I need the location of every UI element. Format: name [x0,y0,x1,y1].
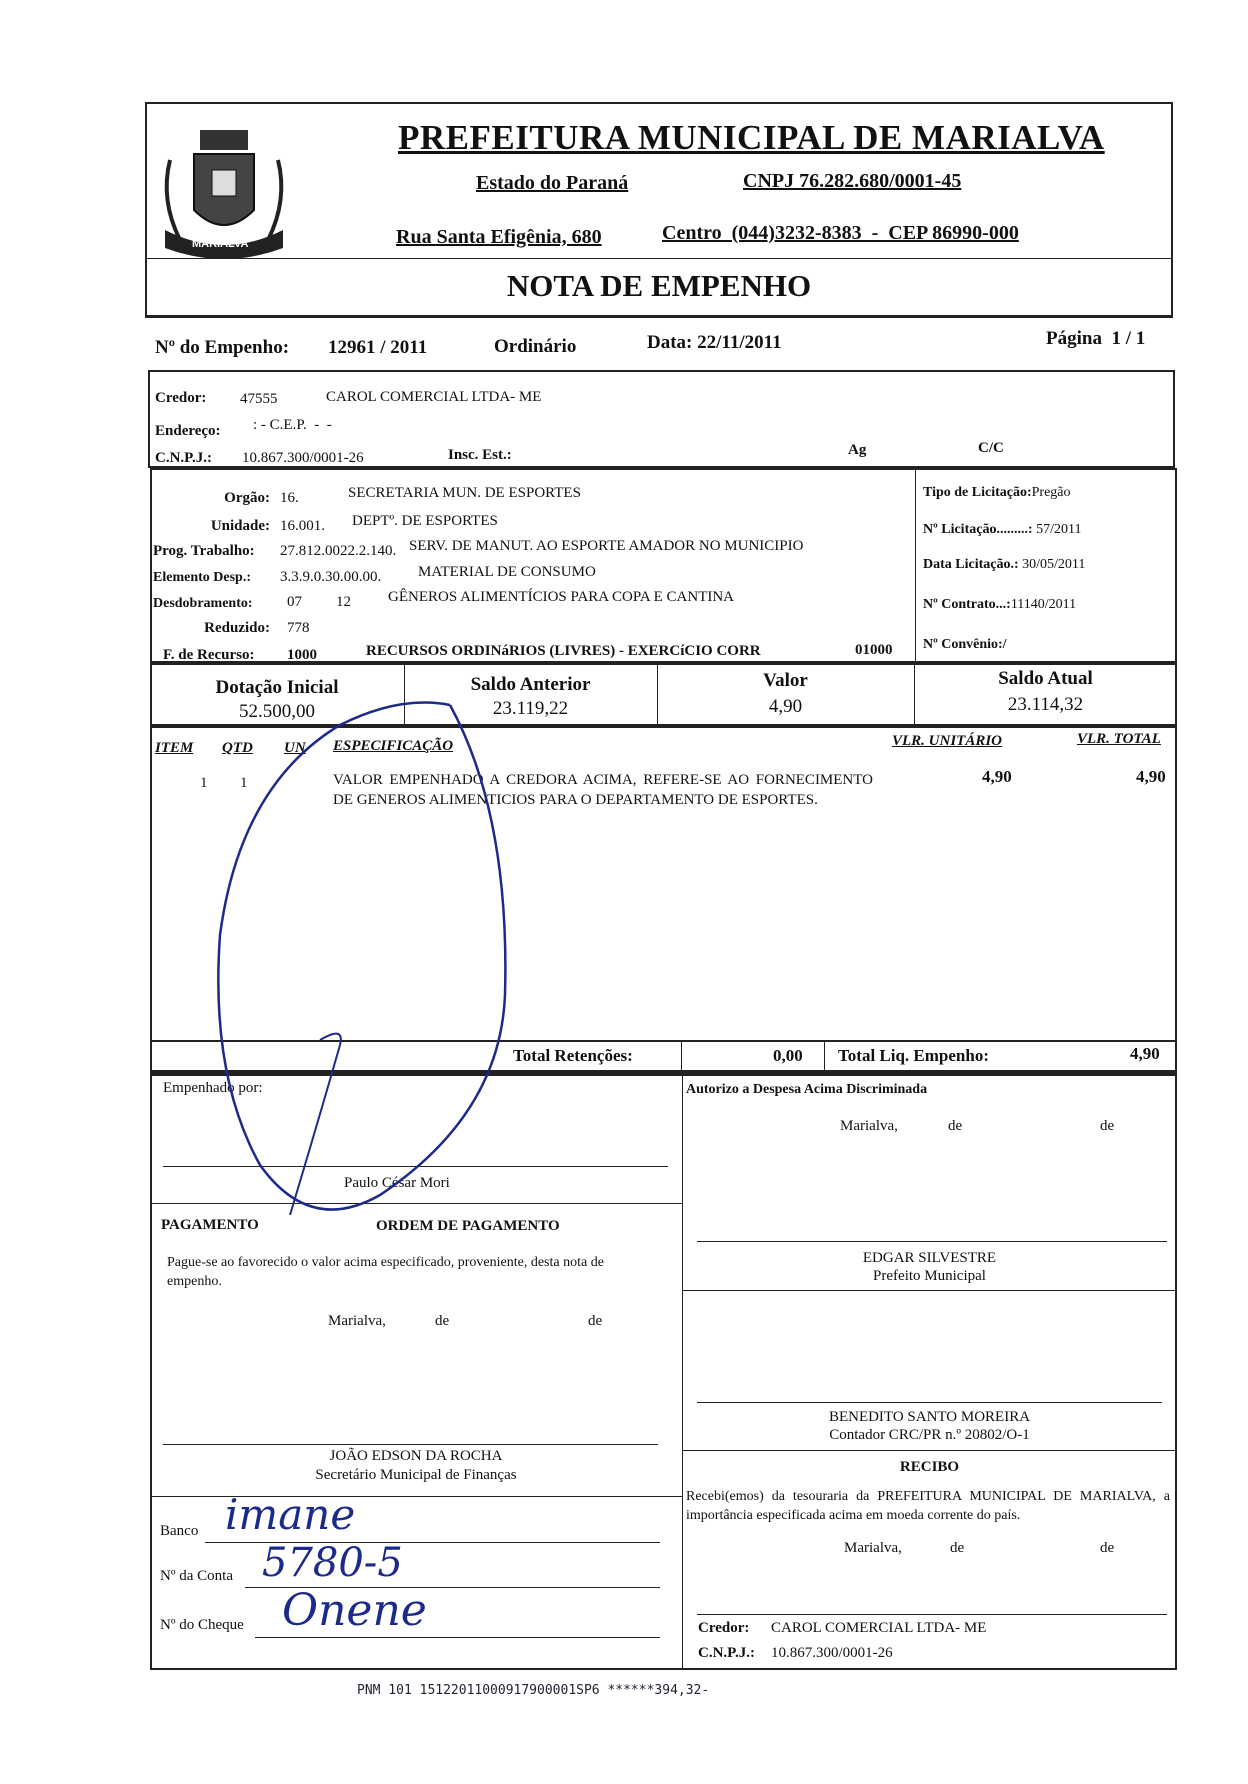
prog-name: SERV. DE MANUT. AO ESPORTE AMADOR NO MUNICIPIO [409,538,804,554]
recibo-de1: de [950,1540,965,1556]
prog-label: Prog. Trabalho: [153,543,255,559]
cnpj-label: CNPJ 76.282.680/0001-45 [743,170,962,192]
page-title: PREFEITURA MUNICIPAL DE MARIALVA [398,118,1105,157]
document-title: NOTA DE EMPENHO [506,268,812,303]
footer-machine-code: PNM 101 15122011000917900001SP6 ******394,32- [357,1683,710,1698]
credor-name: CAROL COMERCIAL LTDA- ME [326,389,542,405]
fonte-number: 01000 [855,642,893,658]
ag-label: Ag [848,442,867,458]
address-contact: Centro (044)3232-8383 - CEP 86990-000 [662,222,1019,244]
tipo-licitacao-label: Tipo de Licitação:Pregão [923,485,1071,500]
pagamento-de2: de [588,1313,603,1329]
empenho-type: Ordinário [494,336,577,357]
col-item-header: ITEM [155,740,194,756]
col-espec-header: ESPECIFICAÇÃO [333,738,454,754]
recibo-credor-value: CAROL COMERCIAL LTDA- ME [771,1620,987,1636]
pagamento-city: Marialva, [328,1313,386,1329]
row-total-value: 4,90 [1136,767,1166,786]
credor-label: Credor: [155,390,207,406]
row-unit-value: 4,90 [982,767,1012,786]
saldo-anterior-value: 23.119,22 [492,698,569,719]
autorizo-de1: de [948,1118,963,1134]
banco-label: Banco [160,1523,199,1539]
unidade-code: 16.001. [280,518,325,534]
orgao-code: 16. [280,490,299,506]
cnpj-credor-label: C.N.P.J.: [155,450,212,466]
pagamento-text: Pague-se ao favorecido o valor acima especificado, proveniente, desta nota de empenho. [167,1255,604,1289]
recibo-text: Recebi(emos) da tesouraria da PREFEITURA MUNICIPAL DE MARIALVA, a importância especificada acima em moeda corrente do país. [686,1489,1170,1523]
dotacao-value: 52.500,00 [239,701,315,722]
pagamento-de1: de [435,1313,450,1329]
autorizo-de2: de [1100,1118,1115,1134]
ordem-pagamento-title: ORDEM DE PAGAMENTO [376,1218,560,1234]
fonte-label: F. de Recurso: [163,647,255,663]
prefeito-role: Prefeito Municipal [873,1268,986,1284]
endereco-label: Endereço: [155,423,221,439]
licitacao-number: Nº Licitação.........: 57/2011 [923,522,1082,537]
row-item: 1 [200,775,208,791]
empenhado-name: Paulo César Mori [344,1175,450,1191]
unidade-label: Unidade: [210,518,270,534]
desdobramento-a: 07 [287,594,302,610]
cnpj-credor-value: 10.867.300/0001-26 [242,450,364,466]
page-number: Página 1 / 1 [1046,328,1146,349]
saldo-anterior-label: Saldo Anterior [470,674,591,695]
cheque-handwritten: Onene [282,1585,427,1636]
row-especificacao: VALOR EMPENHADO A CREDORA ACIMA, REFERE-SE AO FORNECIMENTO DE GENEROS ALIMENTICIOS PARA O DEPARTAMENTO DE ESPORTES. [333,772,873,808]
elemento-name: MATERIAL DE CONSUMO [418,564,596,580]
elemento-label: Elemento Desp.: [153,570,251,585]
saldo-atual-label: Saldo Atual [998,668,1093,689]
desdobramento-name: GÊNEROS ALIMENTÍCIOS PARA COPA E CANTINA [388,589,735,605]
orgao-label: Orgão: [224,490,270,506]
fonte-code: 1000 [287,647,317,663]
insc-est-label: Insc. Est.: [448,447,512,463]
street-address: Rua Santa Efigênia, 680 [396,226,602,248]
unidade-name: DEPTº. DE ESPORTES [352,513,498,529]
recibo-cnpj-value: 10.867.300/0001-26 [771,1645,893,1661]
orgao-name: SECRETARIA MUN. DE ESPORTES [348,485,581,501]
row-qtd: 1 [240,775,248,791]
empenhado-label: Empenhado por: [163,1080,263,1096]
col-total-header: VLR. TOTAL [1077,731,1161,747]
saldo-atual-value: 23.114,32 [1007,694,1084,715]
state-label: Estado do Paraná [476,172,629,194]
cheque-label: Nº do Cheque [160,1617,244,1633]
empenho-date: Data: 22/11/2011 [647,332,782,353]
reduzido-value: 778 [287,620,310,636]
prefeito-name: EDGAR SILVESTRE [862,1250,997,1266]
totals-row [150,1040,1177,1074]
col-qtd-header: QTD [222,740,253,756]
conta-handwritten: 5780-5 [262,1540,403,1586]
contador-role: Contador CRC/PR n.º 20802/O-1 [829,1427,1030,1443]
financas-signer-role: Secretário Municipal de Finanças [315,1467,517,1483]
conta-label: Nº da Conta [160,1568,233,1584]
desdobramento-label: Desdobramento: [153,596,253,611]
total-liquido-label: Total Liq. Empenho: [838,1046,989,1065]
total-retencoes-value: 0,00 [773,1046,803,1065]
recibo-credor-label: Credor: [698,1620,750,1636]
crest-banner-text: MARIALVA [192,238,249,250]
total-liquido-value: 4,90 [1130,1044,1160,1063]
empenho-number-label: Nº do Empenho: [155,337,290,358]
valor-value: 4,90 [768,696,803,717]
prog-code: 27.812.0022.2.140. [280,543,397,559]
contador-name: BENEDITO SANTO MOREIRA [828,1409,1031,1425]
financas-signer-name: JOÃO EDSON DA ROCHA [329,1448,503,1464]
col-un-header: UN [284,740,306,756]
recibo-city: Marialva, [844,1540,902,1556]
elemento-code: 3.3.9.0.30.00.00. [280,569,382,585]
contrato-number: Nº Contrato...:11140/2011 [923,597,1077,612]
reduzido-label: Reduzido: [204,620,270,636]
autorizo-city: Marialva, [840,1118,898,1134]
empenho-number: 12961 / 2011 [328,337,428,358]
endereco-value: : - C.E.P. - - [253,417,332,433]
fonte-name: RECURSOS ORDINáRIOS (LIVRES) - EXERCíCIO CORR [366,643,761,659]
valor-label: Valor [763,670,808,691]
municipal-crest-logo [150,120,298,270]
credor-code: 47555 [240,391,278,407]
desdobramento-b: 12 [336,594,351,610]
pagamento-label: PAGAMENTO [161,1217,259,1233]
dotacao-label: Dotação Inicial [215,677,339,698]
col-unit-header: VLR. UNITÁRIO [892,733,1003,749]
cc-label: C/C [978,440,1004,456]
banco-handwritten: imane [225,1490,356,1539]
recibo-de2: de [1100,1540,1115,1556]
total-retencoes-label: Total Retenções: [513,1046,633,1065]
autorizo-label: Autorizo a Despesa Acima Discriminada [686,1082,928,1097]
recibo-cnpj-label: C.N.P.J.: [698,1645,755,1661]
convenio-label: Nº Convênio:/ [923,637,1007,652]
recibo-title: RECIBO [899,1459,960,1475]
licitacao-date: Data Licitação.: 30/05/2011 [923,557,1086,572]
